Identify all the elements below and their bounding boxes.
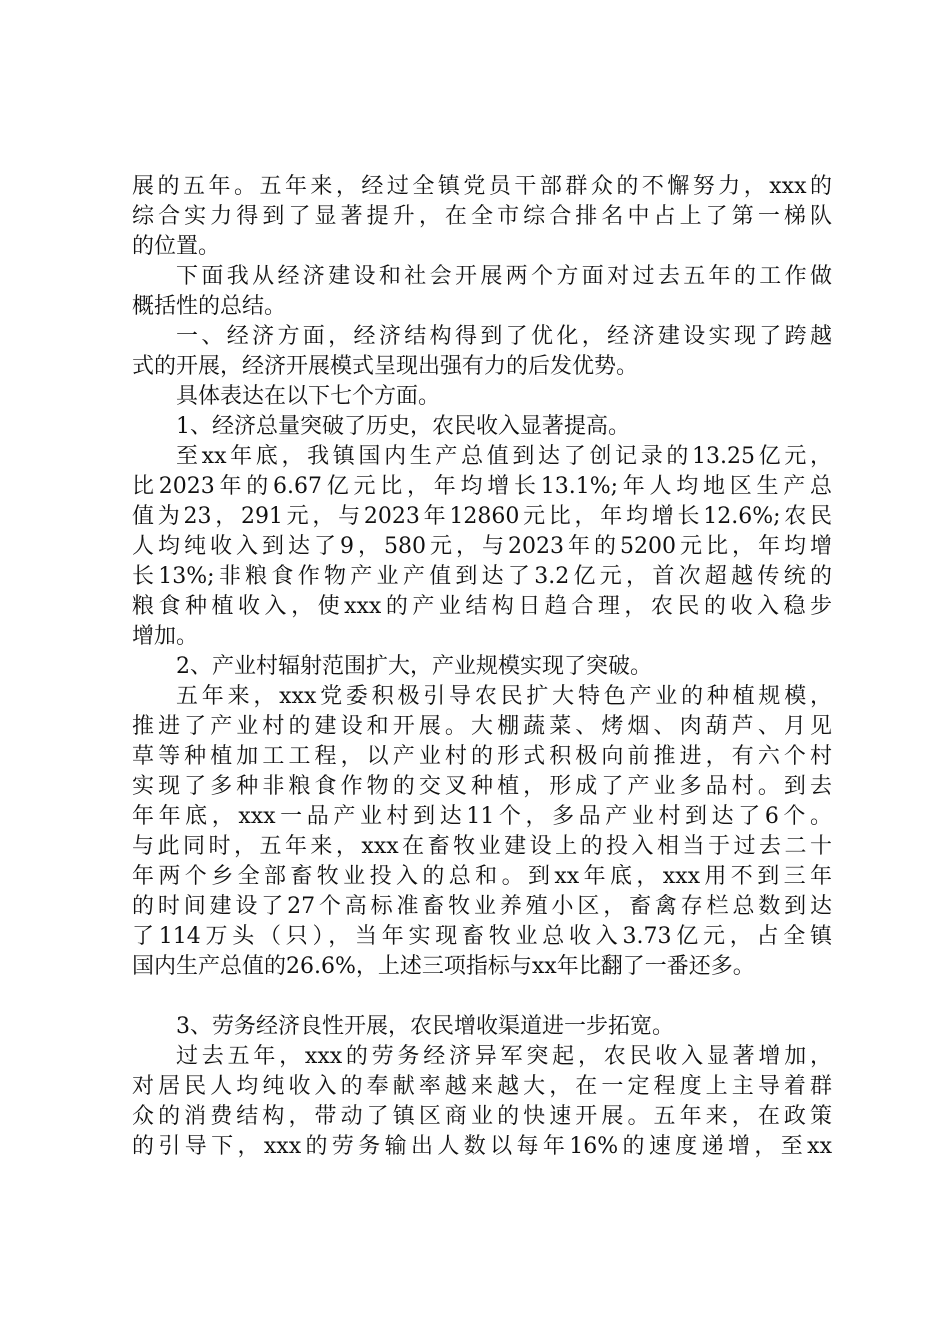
text-line: 值为23，291元，与2023年12860元比，年均增长12.6%;农民 (132, 504, 832, 529)
section-heading: 1、经济总量突破了历史，农民收入显著提高。 (176, 414, 630, 439)
document-body (132, 172, 832, 1162)
text-line: 下面我从经济建设和社会开展两个方面对过去五年的工作做 (176, 264, 832, 289)
section-heading: 2、产业村辐射范围扩大，产业规模实现了突破。 (176, 654, 652, 679)
text-line: 与此同时，五年来，xxx在畜牧业建设上的投入相当于过去二十 (132, 834, 832, 859)
text-line: 了114万头（只），当年实现畜牧业总收入3.73亿元，占全镇 (132, 924, 832, 949)
text-line: 人均纯收入到达了9，580元，与2023年的5200元比，年均增 (132, 534, 832, 559)
text-line: 概括性的总结。 (132, 294, 287, 319)
text-line: 推进了产业村的建设和开展。大棚蔬菜、烤烟、肉葫芦、月见 (132, 714, 832, 739)
text-line: 长13%;非粮食作物产业产值到达了3.2亿元，首次超越传统的 (132, 564, 832, 589)
text-line: 至xx年底，我镇国内生产总值到达了创记录的13.25亿元， (176, 444, 832, 469)
section-heading: 3、劳务经济良性开展，农民增收渠道进一步拓宽。 (176, 1014, 674, 1039)
text-line: 的位置。 (132, 234, 221, 259)
text-line: 的引导下，xxx的劳务输出人数以每年16%的速度递增，至xx (132, 1134, 832, 1159)
text-line: 展的五年。五年来，经过全镇党员干部群众的不懈努力，xxx的 (132, 174, 832, 199)
text-line: 年两个乡全部畜牧业投入的总和。到xx年底，xxx用不到三年 (132, 864, 832, 889)
text-line: 年年底，xxx一品产业村到达11个，多品产业村到达了6个。 (132, 804, 832, 829)
text-line: 比2023年的6.67亿元比，年均增长13.1%;年人均地区生产总 (132, 474, 832, 499)
text-line: 国内生产总值的26.6%，上述三项指标与xx年比翻了一番还多。 (132, 954, 755, 979)
text-line: 众的消费结构，带动了镇区商业的快速开展。五年来，在政策 (132, 1104, 832, 1129)
text-line: 综合实力得到了显著提升，在全市综合排名中占上了第一梯队 (132, 204, 832, 229)
text-line: 增加。 (132, 624, 199, 649)
text-line: 草等种植加工工程，以产业村的形式积极向前推进，有六个村 (132, 744, 832, 769)
text-line: 的时间建设了27个高标准畜牧业养殖小区，畜禽存栏总数到达 (132, 894, 832, 919)
text-line: 对居民人均纯收入的奉献率越来越大，在一定程度上主导着群 (132, 1074, 832, 1099)
text-line: 五年来，xxx党委积极引导农民扩大特色产业的种植规模， (176, 684, 832, 709)
text-line: 过去五年，xxx的劳务经济异军突起，农民收入显著增加， (176, 1044, 832, 1069)
text-line: 一、经济方面，经济结构得到了优化，经济建设实现了跨越 (176, 324, 832, 349)
text-line: 实现了多种非粮食作物的交叉种植，形成了产业多品村。到去 (132, 774, 832, 799)
text-line: 式的开展，经济开展模式呈现出强有力的后发优势。 (132, 354, 639, 379)
text-line: 具体表达在以下七个方面。 (176, 384, 441, 409)
text-line: 粮食种植收入，使xxx的产业结构日趋合理，农民的收入稳步 (132, 594, 832, 619)
